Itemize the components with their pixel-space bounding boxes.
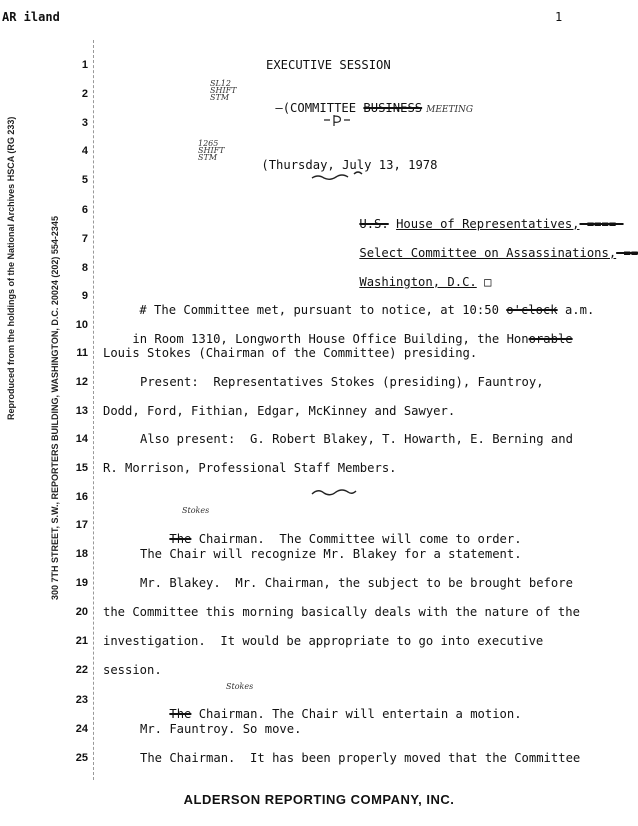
struck-word-business: BUSINESS xyxy=(363,101,423,115)
archive-note: Reproduced from the holdings of the National Archives HSCA (RG 233) xyxy=(6,116,16,420)
committee-name: Select Committee on Assassinations, == xyxy=(359,246,638,260)
body-line-12: Present: Representatives Stokes (presiding), Fauntroy, xyxy=(140,375,544,389)
line-9-text: The Committee met, pursuant to notice, at 10:50 xyxy=(154,303,507,317)
line-number: 18 xyxy=(75,548,88,560)
line-23-text: Chairman. The Chair will entertain a motion. xyxy=(191,707,522,721)
struck-oclock: o'clock xyxy=(506,303,558,317)
handwritten-stokes-2: Stokes xyxy=(226,682,254,691)
handwritten-paragraph-mark xyxy=(322,112,352,128)
body-line-15: R. Morrison, Professional Staff Members. xyxy=(103,461,397,475)
committee-label: COMMITTEE xyxy=(290,101,364,115)
struck-the-2: The xyxy=(169,707,192,721)
line-number: 15 xyxy=(75,462,88,474)
body-line-14: Also present: G. Robert Blakey, T. Howarth, E. Berning and xyxy=(140,432,573,446)
session-date: Thursday, July 13, 1978 xyxy=(268,158,438,172)
line-number: 16 xyxy=(75,491,88,503)
body-line-18: The Chair will recognize Mr. Blakey for a statement. xyxy=(140,547,522,561)
margin-rule xyxy=(93,40,94,780)
struck-us: U.S. xyxy=(359,217,389,231)
line-number: 5 xyxy=(81,174,88,186)
body-line-24: Mr. Fauntroy. So move. xyxy=(140,722,302,736)
handwritten-stokes-1: Stokes xyxy=(182,506,210,515)
select-committee: Select Committee on Assassinations, xyxy=(359,246,617,260)
line-number: 2 xyxy=(81,88,88,100)
line-number: 24 xyxy=(75,723,88,735)
house-of-representatives: House of Representatives, xyxy=(396,217,580,231)
line-17-text: Chairman. The Committee will come to order. xyxy=(191,532,522,546)
reporter-address: 300 7TH STREET, S.W., REPORTERS BUILDING, WASHINGTON, D.C. 20024 (202) 554-2345 xyxy=(50,216,60,600)
line-number: 21 xyxy=(75,635,88,647)
committee-line: —(COMMITTEE BUSINESS MEETING xyxy=(275,101,474,115)
line-number: 20 xyxy=(75,606,88,618)
line-number: 25 xyxy=(75,752,88,764)
header-reporter-mark: AR iland xyxy=(2,10,60,24)
line-number: 23 xyxy=(75,694,88,706)
line-number: 1 xyxy=(81,59,88,71)
line-number: 6 xyxy=(81,204,88,216)
body-line-19: Mr. Blakey. Mr. Chairman, the subject to be brought before xyxy=(140,576,573,590)
line-number: 19 xyxy=(75,577,88,589)
body-line-22: session. xyxy=(103,663,162,677)
line-number: 17 xyxy=(75,519,88,531)
body-line-13: Dodd, Ford, Fithian, Edgar, McKinney and Sawyer. xyxy=(103,404,456,418)
line-number: 4 xyxy=(81,145,88,157)
body-line-9: # The Committee met, pursuant to notice, at 10:50 o'clock a.m. xyxy=(139,303,595,317)
struck-orable: orable xyxy=(528,332,573,346)
line-number: 8 xyxy=(81,262,88,274)
handwritten-squiggle xyxy=(310,168,370,182)
handwritten-squiggle-2 xyxy=(310,484,360,498)
line-number: 10 xyxy=(75,319,88,331)
line-number: 3 xyxy=(81,117,88,129)
struck-the-1: The xyxy=(169,532,192,546)
house-line: U.S. House of Representatives, ==== xyxy=(359,217,624,231)
line-10-text: in Room 1310, Longworth House Office Building, the Hon xyxy=(132,332,529,346)
handwritten-meeting: MEETING xyxy=(426,105,474,115)
line-number: 9 xyxy=(81,290,88,302)
date-line: (Thursday, July 13, 1978 xyxy=(261,158,438,172)
body-line-20: the Committee this morning basically deals with the nature of the xyxy=(103,605,580,619)
line-9-end: a.m. xyxy=(557,303,595,317)
footer-company: ALDERSON REPORTING COMPANY, INC. xyxy=(183,792,455,807)
line-number: 14 xyxy=(75,433,88,445)
handwritten-note-shift-2: 1265 SHIFT STM xyxy=(198,139,225,162)
body-line-25: The Chairman. It has been properly moved that the Committee xyxy=(140,751,581,765)
line-number: 11 xyxy=(76,347,88,359)
line-number: 22 xyxy=(75,664,88,676)
washington-dc: Washington, D.C. xyxy=(359,275,477,289)
session-title: EXECUTIVE SESSION xyxy=(266,58,391,72)
line-number: 12 xyxy=(75,376,88,388)
page-number: 1 xyxy=(555,10,563,24)
handwritten-note-shift: SL12 SHIFT STM xyxy=(210,79,237,102)
body-line-21: investigation. It would be appropriate to go into executive xyxy=(103,634,544,648)
body-line-11: Louis Stokes (Chairman of the Committee) presiding. xyxy=(103,346,478,360)
location-line: Washington, D.C. □ xyxy=(359,275,492,289)
line-number: 7 xyxy=(81,233,88,245)
line-number: 13 xyxy=(75,405,88,417)
